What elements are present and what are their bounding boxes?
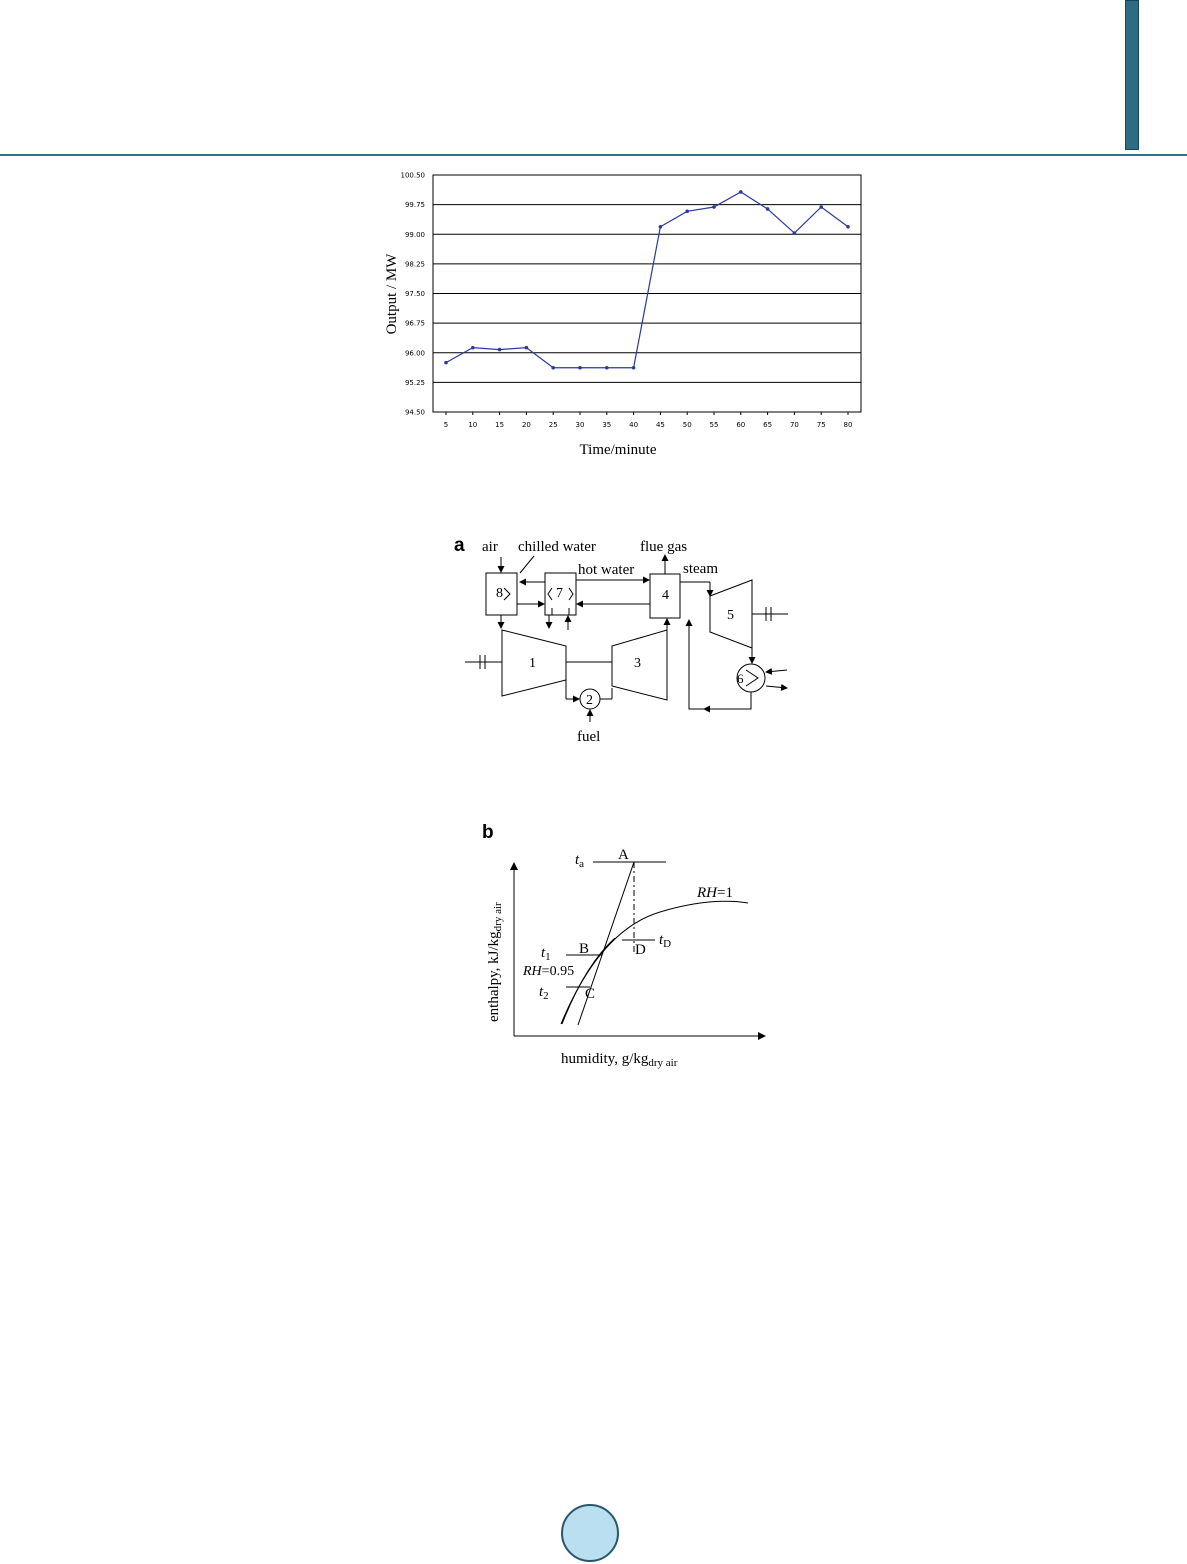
x-tick-label: 30 [575,421,585,429]
y-tick-label: 100.50 [400,171,425,180]
component-3-number: 3 [634,656,641,671]
x-tick-label: 15 [495,421,505,429]
x-tick-label: 20 [521,421,531,429]
x-tick-label: 40 [629,421,639,429]
component-5-number: 5 [727,608,734,623]
temp-td-label: $t_D$ [659,932,672,950]
y-tick-label: 96.00 [404,349,425,358]
figure-a-label: a [454,535,465,556]
x-tick-label: 55 [709,421,719,429]
x-tick-label: 65 [763,421,773,429]
humidity-axis-label: humidity, $g/kg_{dry air}$ [561,1051,678,1069]
label-hot-water: hot water [578,562,635,578]
x-tick-label: 50 [682,421,692,429]
x-tick-label: 80 [843,421,853,429]
enthalpy-axis-label: enthalpy, $kJ/kg_{dry air}$ [486,902,504,1022]
y-tick-label: 99.75 [404,201,425,210]
y-tick-label: 95.25 [404,378,425,387]
component-7-number: 7 [556,586,563,601]
point-d-label: D [635,942,646,958]
label-steam: steam [683,561,718,577]
component-6-number: 6 [737,671,744,686]
label-flue-gas: flue gas [640,539,688,555]
x-tick-label: 45 [655,421,665,429]
x-tick-label: 75 [816,421,826,429]
temp-t1-label: $t_1$ [541,945,551,963]
temp-t2-label: $t_2$ [539,984,549,1002]
point-a-label: A [618,847,629,863]
rh-1-label: RH=1 [697,885,733,901]
figure-b-label: b [482,822,494,843]
x-tick-label: 35 [602,421,612,429]
component-4-number: 4 [662,588,669,603]
temp-ta-label: $t_a$ [575,852,585,870]
label-air: air [482,539,498,555]
label-fuel: fuel [577,729,601,745]
y-tick-label: 99.00 [404,230,425,239]
y-axis-label: Output / MW [384,253,400,335]
rh-1-curve [561,901,748,1024]
label-chilled-water: chilled water [518,539,596,555]
point-b-label: B [579,941,590,957]
component-8-number: 8 [496,586,503,601]
y-tick-label: 94.50 [404,408,425,417]
component-2-number: 2 [586,693,593,708]
point-c-label: C [585,986,596,1002]
x-tick-label: 70 [789,421,799,429]
y-tick-label: 96.75 [404,319,425,328]
rh-095-label: RH=0.95 [523,964,575,979]
x-tick-label: 10 [468,421,478,429]
page-number-circle [561,1504,619,1562]
y-tick-label: 97.50 [404,290,425,298]
x-axis-label: Time/minute [579,442,657,458]
component-1-number: 1 [529,656,536,671]
x-tick-label: 5 [443,421,449,429]
y-tick-label: 98.25 [404,260,425,269]
x-tick-label: 60 [736,421,746,429]
x-tick-label: 25 [548,421,558,429]
